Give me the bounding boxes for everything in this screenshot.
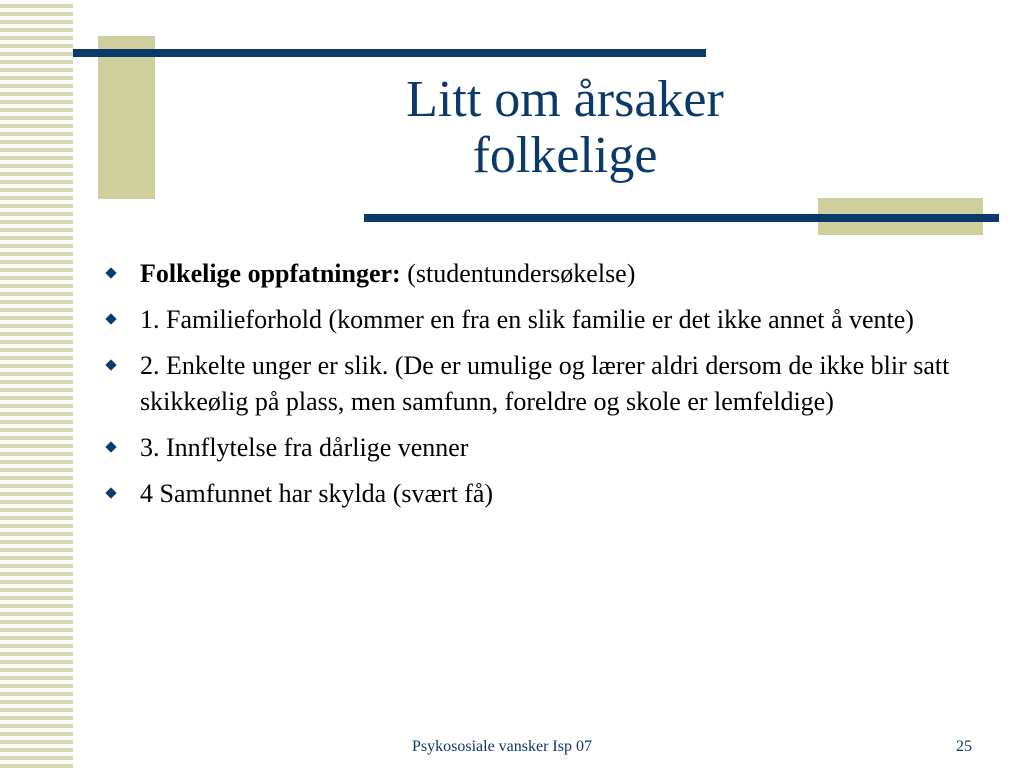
bullet-text: 3. Innflytelse fra dårlige venner: [140, 433, 469, 462]
diamond-bullet-icon: [105, 359, 116, 370]
title-rule-top: [73, 49, 706, 57]
bullet-text: 1. Familieforhold (kommer en fra en slik familie er det ikke annet å vente): [140, 305, 914, 334]
decorative-block-top: [98, 36, 155, 199]
bullet-list: [103, 256, 983, 522]
bullet-item: [103, 476, 983, 512]
diamond-bullet-icon: [105, 267, 116, 278]
page-number: 25: [956, 738, 972, 755]
footer-title: Psykososiale vansker Isp 07: [412, 738, 592, 755]
slide-title-line-2: folkelige: [472, 127, 658, 184]
decorative-stripes: [0, 0, 73, 768]
bullet-item: [103, 256, 983, 292]
bullet-item: [103, 348, 983, 420]
bullet-text: 2. Enkelte unger er slik. (De er umulige og lærer aldri dersom de ikke blir satt skikkeølig på plass, men samfunn, foreldre og skole er lemfeldige): [140, 351, 950, 416]
slide-title-line-1: Litt om årsaker: [406, 71, 724, 128]
bullet-text: (studentundersøkelse): [400, 259, 636, 288]
diamond-bullet-icon: [105, 487, 116, 498]
diamond-bullet-icon: [105, 313, 116, 324]
bullet-bold-text: Folkelige oppfatninger:: [140, 259, 401, 288]
slide-title: [300, 72, 830, 184]
bullet-item: [103, 430, 983, 466]
bullet-item: [103, 302, 983, 338]
title-rule-bottom: [364, 214, 999, 222]
diamond-bullet-icon: [105, 441, 116, 452]
bullet-text: 4 Samfunnet har skylda (svært få): [140, 479, 494, 508]
